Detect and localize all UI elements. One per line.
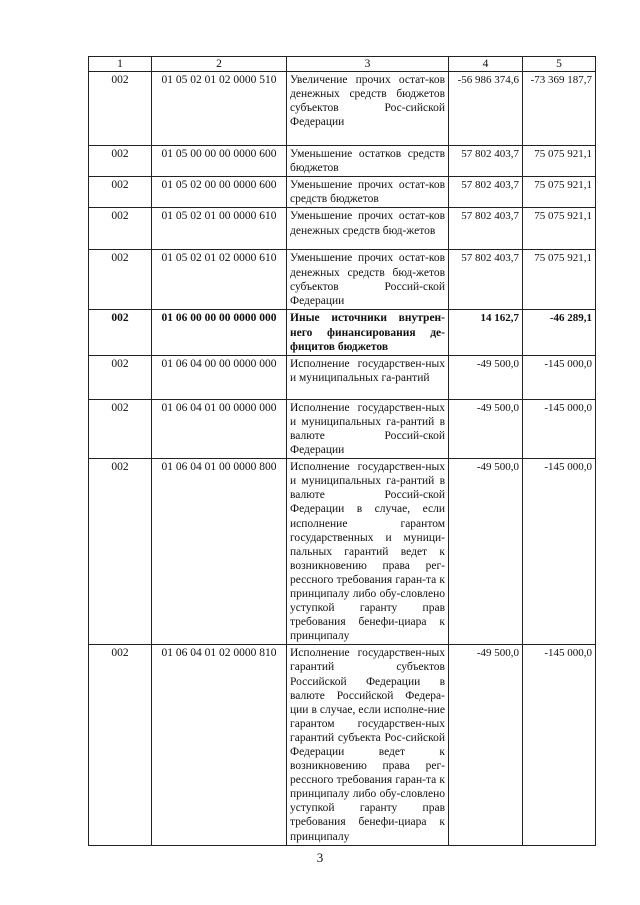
amount-year2-cell: 75 075 921,1	[523, 146, 596, 177]
source-name-cell: Уменьшение прочих остат-ков средств бюджетов	[287, 177, 449, 208]
table-row	[89, 645, 596, 845]
table-row	[89, 72, 596, 146]
amount-year1-cell: -56 986 374,6	[449, 72, 523, 146]
amount-year1-cell: 57 802 403,7	[449, 208, 523, 250]
admin-code-cell: 002	[89, 355, 152, 399]
amount-year1-cell: -49 500,0	[449, 399, 523, 458]
page-number: 3	[316, 850, 324, 865]
budget-code-cell: 01 05 00 00 00 0000 600	[152, 146, 287, 177]
header-row	[89, 57, 596, 72]
budget-sources-table	[88, 56, 596, 846]
source-name-cell: Исполнение государствен-ных и муниципальных га-рантий	[287, 355, 449, 399]
budget-code-cell: 01 06 04 01 00 0000 000	[152, 399, 287, 458]
budget-code-cell: 01 06 00 00 00 0000 000	[152, 310, 287, 355]
amount-year2-cell: -145 000,0	[523, 399, 596, 458]
amount-year2-cell: 75 075 921,1	[523, 250, 596, 310]
amount-year2-cell: 75 075 921,1	[523, 208, 596, 250]
amount-year2-cell: 75 075 921,1	[523, 177, 596, 208]
amount-year2-cell: -46 289,1	[523, 310, 596, 355]
table-row	[89, 399, 596, 458]
source-name-cell: Исполнение государствен-ных и муниципальных га-рантий в валюте Россий-ской Федерации	[287, 399, 449, 458]
column-header: 1	[89, 57, 152, 72]
admin-code-cell: 002	[89, 399, 152, 458]
budget-code-cell: 01 05 02 01 02 0000 510	[152, 72, 287, 146]
table-row	[89, 177, 596, 208]
admin-code-cell: 002	[89, 146, 152, 177]
budget-code-cell: 01 05 02 00 00 0000 600	[152, 177, 287, 208]
budget-code-cell: 01 06 04 01 02 0000 810	[152, 645, 287, 845]
column-header: 5	[523, 57, 596, 72]
amount-year2-cell: -145 000,0	[523, 355, 596, 399]
source-name-cell: Уменьшение остатков средств бюджетов	[287, 146, 449, 177]
source-name-cell: Исполнение государствен-ных гарантий субъектов Российской Федерации в валюте Российской Федера-ции в случае, если исполне-ние гарантом государствен-ных гарантий субъекта Рос-сийской Федерации ведет к возникновению права рег-рессного требования гаран-та к принципалу либо обу-словлено уступкой гаранту прав требования бенефи-циара к принципалу	[287, 645, 449, 845]
budget-code-cell: 01 05 02 01 02 0000 610	[152, 250, 287, 310]
admin-code-cell: 002	[89, 645, 152, 845]
amount-year1-cell: -49 500,0	[449, 355, 523, 399]
amount-year2-cell: -145 000,0	[523, 645, 596, 845]
amount-year1-cell: -49 500,0	[449, 645, 523, 845]
budget-code-cell: 01 06 04 01 00 0000 800	[152, 459, 287, 645]
table-row	[89, 146, 596, 177]
amount-year1-cell: 14 162,7	[449, 310, 523, 355]
table-row	[89, 459, 596, 645]
source-name-cell: Исполнение государствен-ных и муниципальных га-рантий в валюте Россий-ской Федерации в случае, если исполнение гарантом государственных и муници-пальных гарантий ведет к возникновению права рег-рессного требования гаран-та к принципалу либо обу-словлено уступкой гаранту прав требования бенефи-циара к принципалу	[287, 459, 449, 645]
source-name-cell: Уменьшение прочих остат-ков денежных средств бюд-жетов	[287, 208, 449, 250]
budget-code-cell: 01 05 02 01 00 0000 610	[152, 208, 287, 250]
amount-year1-cell: 57 802 403,7	[449, 250, 523, 310]
source-name-cell: Иные источники внутрен-него финансирования де-фицитов бюджетов	[287, 310, 449, 355]
admin-code-cell: 002	[89, 310, 152, 355]
table-row	[89, 208, 596, 250]
source-name-cell: Увеличение прочих остат-ков денежных средств бюджетов субъектов Рос-сийской Федерации	[287, 72, 449, 146]
amount-year1-cell: 57 802 403,7	[449, 177, 523, 208]
admin-code-cell: 002	[89, 459, 152, 645]
amount-year1-cell: 57 802 403,7	[449, 146, 523, 177]
admin-code-cell: 002	[89, 250, 152, 310]
amount-year2-cell: -73 369 187,7	[523, 72, 596, 146]
budget-code-cell: 01 06 04 00 00 0000 000	[152, 355, 287, 399]
column-header: 4	[449, 57, 523, 72]
column-header: 3	[287, 57, 449, 72]
admin-code-cell: 002	[89, 177, 152, 208]
source-name-cell: Уменьшение прочих остат-ков денежных средств бюд-жетов субъектов Россий-ской Федерации	[287, 250, 449, 310]
table-row	[89, 355, 596, 399]
column-header: 2	[152, 57, 287, 72]
admin-code-cell: 002	[89, 208, 152, 250]
table-row	[89, 310, 596, 355]
amount-year1-cell: -49 500,0	[449, 459, 523, 645]
admin-code-cell: 002	[89, 72, 152, 146]
table-row	[89, 250, 596, 310]
amount-year2-cell: -145 000,0	[523, 459, 596, 645]
